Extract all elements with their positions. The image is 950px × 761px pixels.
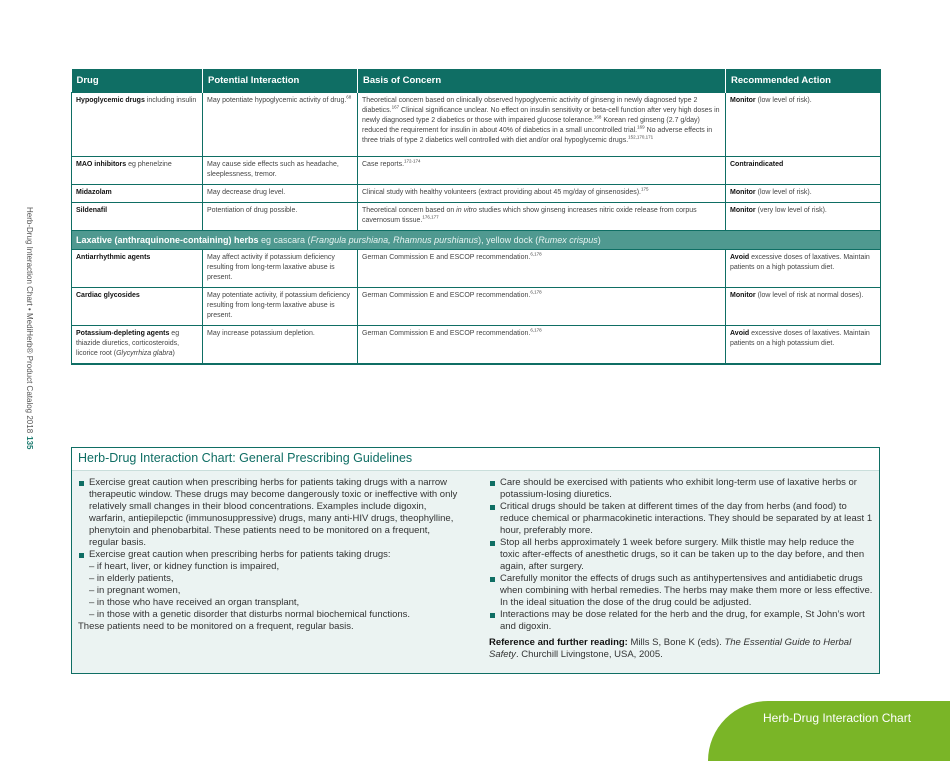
- drug-detail: including insulin: [144, 97, 197, 104]
- interaction-table: [71, 69, 881, 365]
- action-label: Monitor: [730, 189, 756, 196]
- basis-text: Theoretical concern based on: [362, 207, 457, 214]
- action-detail: (very low level of risk).: [755, 207, 827, 214]
- ref-sup: 167: [391, 104, 400, 110]
- reference-label: Reference and further reading:: [489, 637, 628, 648]
- drug-detail: ): [172, 350, 175, 357]
- guideline-dash-item: – in elderly patients,: [89, 573, 174, 584]
- drug-name: Cardiac glycosides: [76, 292, 140, 299]
- interaction-cell: [203, 250, 358, 288]
- table-row: [72, 203, 881, 231]
- guideline-bullet: Critical drugs should be taken at different times of the day from herbs (and food) to reduce chemical or pharmacokinetic interactions. They should be separated by at least 1 hour, preferably more.: [489, 501, 873, 537]
- table-row: [72, 250, 881, 288]
- basis-text: Clinical study with healthy volunteers (extract providing about 45 mg/day of ginsenosides).: [362, 189, 641, 196]
- action-detail: (low level of risk).: [755, 189, 812, 196]
- drug-detail: eg phenelzine: [126, 161, 172, 168]
- basis-cell: [358, 185, 726, 203]
- header-action: Recommended Action: [726, 69, 881, 93]
- header-drug: Drug: [72, 69, 203, 93]
- drug-cell: [72, 157, 203, 185]
- action-detail: (low level of risk at normal doses).: [755, 292, 864, 299]
- basis-text: Clinical significance unclear. No effect on insulin sensitivity or beta-cell function after very high doses in newly diagnosed type 2 diabetics or those with impaired glucose tolerance.: [362, 107, 720, 124]
- side-caption: [25, 207, 34, 450]
- group-sub: ), yellow dock (: [478, 235, 539, 245]
- ref-sup: 175: [640, 186, 649, 192]
- basis-cell: [358, 326, 726, 365]
- interaction-text: May potentiate hypoglycemic activity of drug.: [207, 97, 347, 104]
- action-label: Avoid: [730, 330, 750, 337]
- table-row: [72, 93, 881, 157]
- ref-sup: 68: [346, 94, 352, 100]
- interaction-cell: [203, 288, 358, 326]
- interaction-text: May potentiate activity, if potassium deficiency resulting from long-term laxative abuse is present.: [207, 292, 351, 319]
- table-row: [72, 157, 881, 185]
- action-label: Avoid: [730, 254, 750, 261]
- footer-section-tab: [708, 701, 950, 761]
- basis-text: No adverse effects in three trials of type 2 diabetics well controlled with diet and/or oral hypoglycemic drugs.: [362, 127, 713, 144]
- guideline-dash-item: – in those with a genetic disorder that disturbs normal biochemical functions.: [89, 609, 411, 620]
- basis-cell: [358, 93, 726, 157]
- action-detail: excessive doses of laxatives. Maintain patients on a high potassium diet.: [730, 254, 870, 271]
- guidelines-left-column: [78, 477, 462, 633]
- action-detail: (low level of risk).: [755, 97, 812, 104]
- reference-title: The Essential Guide to Herbal Safety: [489, 637, 852, 660]
- basis-text: German Commission E and ESCOP recommendation.: [362, 330, 531, 337]
- table-header-row: [72, 69, 881, 93]
- basis-text: studies which show ginseng increases nitric oxide release from corpus cavernosum tissue.: [362, 207, 697, 224]
- action-cell: [726, 185, 881, 203]
- group-sub-italic: Rumex crispus: [538, 235, 598, 245]
- interaction-text: May cause side effects such as headache, sleeplessness, tremor.: [207, 161, 339, 178]
- reference-publisher: . Churchill Livingstone, USA, 2005.: [515, 649, 663, 660]
- ref-sup: 169: [637, 124, 645, 130]
- basis-italic: in vitro: [456, 207, 477, 214]
- drug-name: Midazolam: [76, 189, 112, 196]
- action-cell: [726, 288, 881, 326]
- interaction-cell: [203, 326, 358, 365]
- action-label: Contraindicated: [730, 161, 784, 168]
- header-basis: Basis of Concern: [358, 69, 726, 93]
- reference: [489, 637, 873, 661]
- group-sub: eg cascara (: [258, 235, 311, 245]
- ref-sup: 172-174: [404, 158, 421, 164]
- ref-sup: 6,178: [530, 251, 542, 257]
- interaction-cell: [203, 185, 358, 203]
- drug-name: Hypoglycemic drugs: [76, 97, 145, 104]
- interaction-text: Potentiation of drug possible.: [207, 207, 298, 214]
- drug-name: Sildenafil: [76, 207, 108, 214]
- drug-cell: [72, 93, 203, 157]
- interaction-text: May decrease drug level.: [207, 189, 286, 196]
- interaction-cell: [203, 157, 358, 185]
- drug-cell: [72, 203, 203, 231]
- header-interaction: Potential Interaction: [203, 69, 358, 93]
- footer-section-label: Herb-Drug Interaction Chart: [763, 711, 912, 725]
- drug-detail: eg thiazide diuretics, corticosteroids, licorice root (: [76, 330, 180, 357]
- drug-name: MAO inhibitors: [76, 161, 127, 168]
- reference-authors: Mills S, Bone K (eds).: [627, 637, 725, 648]
- basis-text: Theoretical concern based on clinically observed hypoglycemic activity of ginseng in newly diagnosed type 2 diabetics.: [362, 97, 698, 114]
- interaction-table-wrap: [71, 69, 880, 365]
- drug-cell: [72, 326, 203, 365]
- table-row: [72, 288, 881, 326]
- action-detail: excessive doses of laxatives. Maintain patients on a high potassium diet.: [730, 330, 870, 347]
- action-cell: [726, 203, 881, 231]
- ref-sup: 176,177: [422, 214, 439, 220]
- action-cell: [726, 326, 881, 365]
- interaction-text: May increase potassium depletion.: [207, 330, 315, 337]
- guideline-bullet: Exercise great caution when prescribing herbs for patients taking drugs with a narrow therapeutic window. These drugs may become dangerously toxic or ineffective with only relatively small changes in their blood concentrations. Examples include digoxin, warfarin, antiepilepctic (immunosuppressive) drugs, many anti-HIV drugs, theophylline, phenytoin and phenobarbital. These patients need to be monitored on a frequent, regular basis.: [78, 477, 462, 549]
- guidelines-box: [71, 447, 880, 674]
- drug-name: Antiarrhythmic agents: [76, 254, 151, 261]
- guideline-dash-item: – in pregnant women,: [89, 585, 181, 596]
- basis-cell: [358, 250, 726, 288]
- action-label: Monitor: [730, 97, 756, 104]
- group-sub: ): [597, 235, 601, 245]
- page-number: 135: [25, 436, 34, 450]
- guideline-bullet: Exercise great caution when prescribing herbs for patients taking drugs:: [78, 549, 462, 561]
- guideline-closing: These patients need to be monitored on a frequent, regular basis.: [78, 621, 354, 632]
- ref-sup: 6,178: [530, 289, 542, 295]
- interaction-text: May affect activity if potassium deficiency resulting from long-term laxative abuse is present.: [207, 254, 335, 281]
- basis-cell: [358, 203, 726, 231]
- guidelines-right-column: [489, 477, 873, 661]
- guideline-bullet: Carefully monitor the effects of drugs such as antihypertensives and antidiabetic drugs when combining with herbal remedies. The herbs may make them more or less effective. In the ideal situation the dose of the drug could be adjusted.: [489, 573, 873, 609]
- drug-cell: [72, 250, 203, 288]
- basis-text: German Commission E and ESCOP recommendation.: [362, 292, 531, 299]
- table-row: [72, 185, 881, 203]
- group-sub-italic: Frangula purshiana, Rhamnus purshianus: [310, 235, 479, 245]
- guideline-bullet: Stop all herbs approximately 1 week before surgery. Milk thistle may help reduce the toxic after-effects of anesthetic drugs, so it can be taken up to the day before, and then again, after surgery.: [489, 537, 873, 573]
- side-text: Herb-Drug Interaction Chart • MediHerb® Product Catalog 2018: [25, 207, 34, 434]
- action-label: Monitor: [730, 207, 756, 214]
- basis-cell: [358, 288, 726, 326]
- basis-text: Korean red ginseng (2.7 g/day) reduced the requirement for insulin in about 40% of diabetics in a small uncontrolled trial.: [362, 117, 700, 134]
- interaction-cell: [203, 93, 358, 157]
- ref-sup: 168: [593, 114, 602, 120]
- guideline-dash-item: – in those who have received an organ transplant,: [89, 597, 300, 608]
- basis-text: Case reports.: [362, 161, 405, 168]
- table-row: [72, 326, 881, 365]
- ref-sup: 6,178: [530, 327, 542, 333]
- action-cell: [726, 250, 881, 288]
- drug-name: Potassium-depleting agents: [76, 330, 170, 337]
- guideline-bullet: Interactions may be dose related for the herb and the drug, for example, St John’s wort and digoxin.: [489, 609, 873, 633]
- action-cell: [726, 157, 881, 185]
- basis-cell: [358, 157, 726, 185]
- interaction-cell: [203, 203, 358, 231]
- action-cell: [726, 93, 881, 157]
- group-cell: [72, 231, 881, 250]
- ref-sup: 152,170,171: [628, 134, 654, 140]
- guideline-bullet: Care should be exercised with patients who exhibit long-term use of laxative herbs or potassium-losing diuretics.: [489, 477, 873, 501]
- basis-text: German Commission E and ESCOP recommendation.: [362, 254, 531, 261]
- group-title: Laxative (anthraquinone-containing) herbs: [76, 235, 259, 245]
- drug-cell: [72, 288, 203, 326]
- drug-cell: [72, 185, 203, 203]
- drug-italic: Glycyrrhiza glabra: [116, 350, 173, 357]
- guideline-dash-item: – if heart, liver, or kidney function is impaired,: [89, 561, 280, 572]
- action-label: Monitor: [730, 292, 756, 299]
- group-row-laxative: [72, 231, 881, 250]
- guidelines-title: Herb-Drug Interaction Chart: General Prescribing Guidelines: [72, 448, 879, 471]
